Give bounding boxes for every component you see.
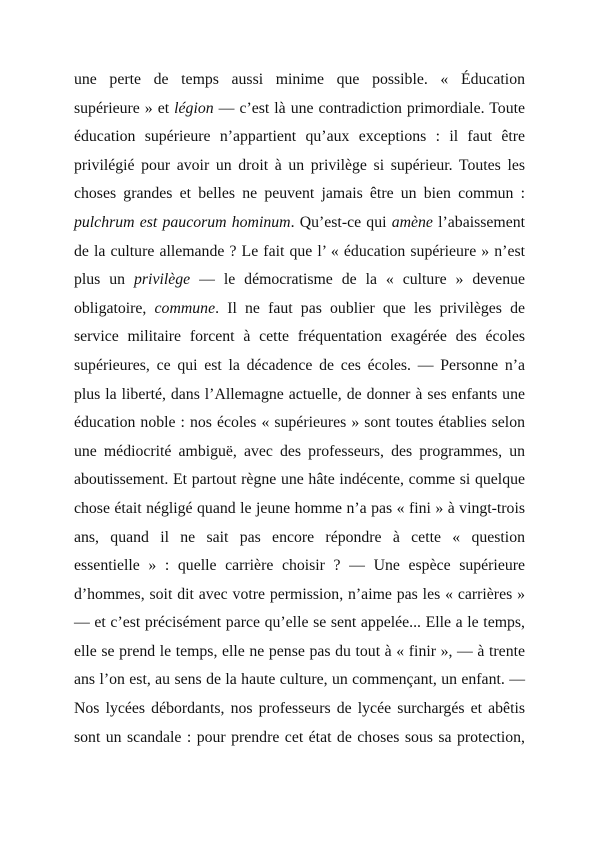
text-run: une perte de temps aussi minime que possible. « Éducation	[74, 71, 525, 88]
text-run: d’hommes, soit dit avec votre permission, n’aime pas les « carrières »	[74, 585, 525, 603]
document-page	[74, 66, 525, 752]
text-line	[74, 724, 525, 753]
text-run: plus la liberté, dans l’Allemagne actuelle, de donner à ses enfants une	[74, 385, 525, 403]
text-run: éducation supérieure n’appartient qu’aux exceptions : il faut être	[74, 128, 525, 146]
text-line	[74, 466, 525, 495]
text-run: chose était négligé quand le jeune homme n’a pas « fini » à vingt-trois	[74, 499, 525, 517]
text-line	[74, 266, 525, 295]
text-line	[74, 695, 525, 724]
text-line	[74, 552, 525, 581]
text-line	[74, 524, 525, 553]
text-line	[74, 295, 525, 324]
text-line	[74, 323, 525, 352]
text-run: ans l’on est, au sens de la haute culture, un commençant, un enfant. —	[74, 671, 525, 689]
text-run: ans, quand il ne sait pas encore répondre à cette « question	[74, 528, 525, 546]
text-line	[74, 95, 525, 124]
italic-text-run: légion	[174, 99, 214, 117]
italic-text-run: amène	[391, 213, 433, 231]
text-run: elle se prend le temps, elle ne pense pas du tout à « finir », — à trente	[74, 642, 525, 660]
text-line	[74, 409, 525, 438]
text-line	[74, 180, 525, 209]
text-line	[74, 123, 525, 152]
italic-text-run: commune	[154, 299, 216, 317]
text-run: éducation noble : nos écoles « supérieures » sont toutes établies selon	[74, 414, 525, 432]
italic-text-run: privilège	[134, 271, 191, 289]
text-run: aboutissement. Et partout règne une hâte indécente, comme si quelque	[74, 471, 525, 489]
text-line	[74, 381, 525, 410]
text-line	[74, 495, 525, 524]
text-run: privilégié pour avoir un droit à un privilège si supérieur. Toutes les	[74, 156, 525, 174]
text-run: plus un	[74, 271, 135, 289]
text-line	[74, 666, 525, 695]
text-run: supérieure » et	[74, 99, 175, 117]
text-line	[74, 352, 525, 381]
text-run: obligatoire,	[74, 299, 155, 317]
text-line	[74, 581, 525, 610]
text-run: . Qu’est-ce qui	[290, 213, 392, 231]
text-run: essentielle » : quelle carrière choisir ? — Une espèce supérieure	[74, 557, 525, 575]
text-run: l’abaissement	[432, 213, 525, 231]
text-run: — le démocratisme de la « culture » devenue	[190, 271, 526, 289]
text-line	[74, 66, 525, 95]
text-run: . Il ne faut pas oublier que les privilèges de	[215, 299, 525, 317]
text-run: choses grandes et belles ne peuvent jamais être un bien commun :	[74, 185, 525, 203]
text-run: — c’est là une contradiction primordiale. Toute	[213, 99, 526, 117]
text-run: — et c’est précisément parce qu’elle se sent appelée... Elle a le temps,	[74, 614, 525, 632]
text-line	[74, 209, 525, 238]
text-run: sont un scandale : pour prendre cet état de choses sous sa protection,	[74, 728, 525, 746]
text-line	[74, 638, 525, 667]
text-line	[74, 438, 525, 467]
text-run: une médiocrité ambiguë, avec des professeurs, des programmes, un	[74, 442, 525, 460]
italic-text-run: pulchrum est paucorum hominum	[74, 213, 291, 231]
text-run: supérieures, ce qui est la décadence de ces écoles. — Personne n’a	[74, 356, 525, 374]
text-line	[74, 238, 525, 267]
text-run: de la culture allemande ? Le fait que l’ « éducation supérieure » n’est	[74, 242, 525, 260]
body-paragraph	[74, 66, 525, 752]
text-run: service militaire forcent à cette fréquentation exagérée des écoles	[74, 328, 525, 346]
text-line	[74, 609, 525, 638]
text-run: Nos lycées débordants, nos professeurs de lycée surchargés et abêtis	[74, 700, 525, 718]
text-line	[74, 152, 525, 181]
